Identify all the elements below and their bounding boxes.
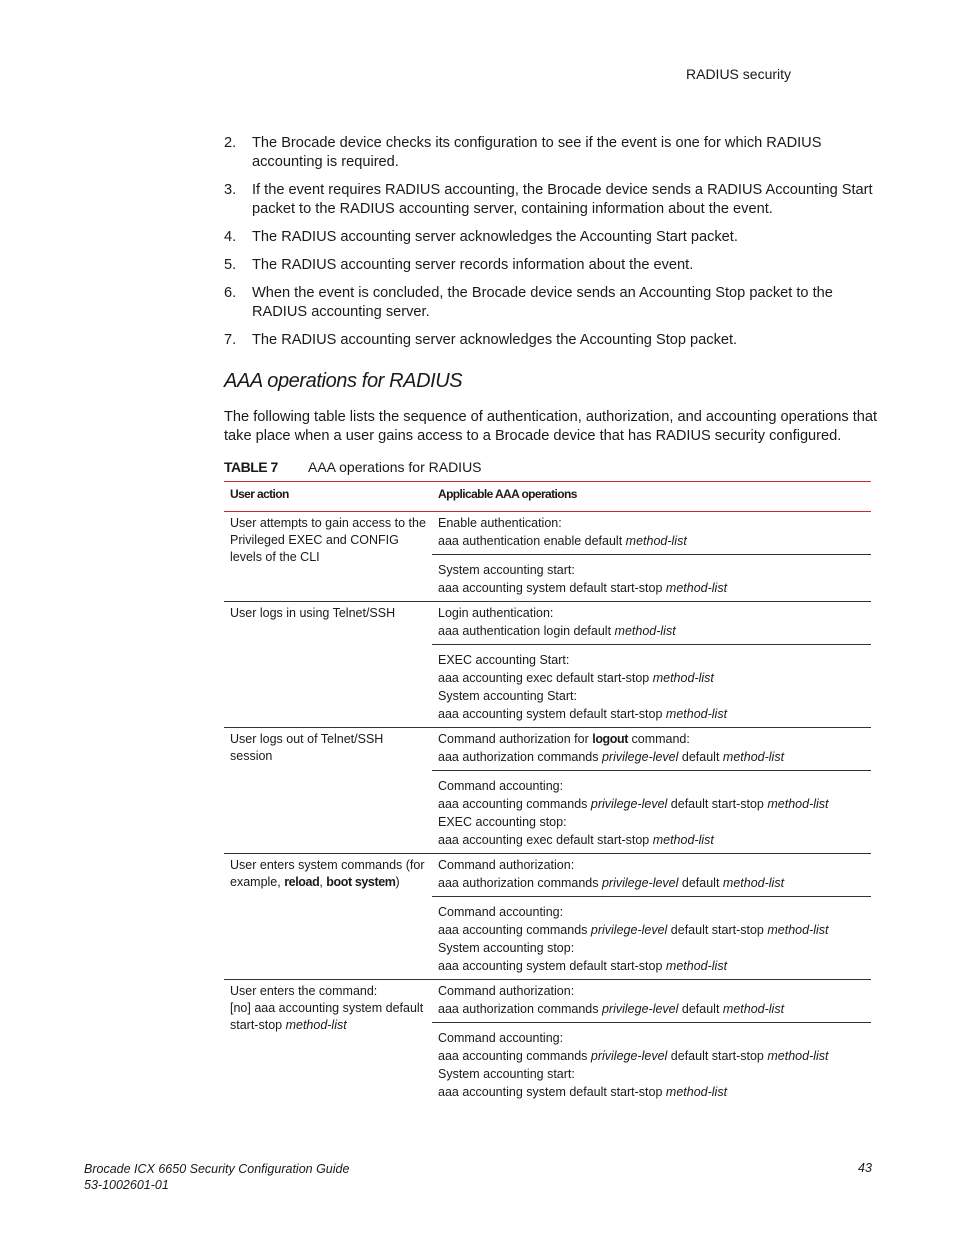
step-text: The RADIUS accounting server acknowledges the Accounting Stop packet. bbox=[252, 332, 738, 348]
footer-doc-title: Brocade ICX 6650 Security Configuration Guide bbox=[84, 1162, 350, 1176]
table-row bbox=[224, 512, 871, 602]
op-title: System accounting start: bbox=[438, 1067, 575, 1081]
table-row bbox=[224, 602, 871, 728]
cmd-text: default bbox=[678, 1002, 723, 1016]
table-header bbox=[224, 482, 871, 512]
cmd-param: method-list bbox=[767, 1049, 829, 1063]
operations-cell bbox=[432, 512, 871, 601]
op-title: Login authentication: bbox=[438, 606, 554, 620]
cmd-param: privilege-level bbox=[590, 1049, 668, 1063]
cmd-param: method-list bbox=[722, 750, 785, 764]
cmd-param: privilege-level bbox=[590, 797, 668, 811]
operation-block bbox=[432, 512, 871, 554]
step-text: The RADIUS accounting server records information about the event. bbox=[252, 257, 694, 273]
step-text: The Brocade device checks its configuration to see if the event is one for which RADIUS accounting is required. bbox=[252, 135, 822, 170]
operation-block bbox=[432, 602, 871, 644]
cmd-param: method-list bbox=[614, 624, 676, 638]
cmd-text: [no] aaa accounting system default start-stop bbox=[230, 1001, 424, 1032]
op-command bbox=[438, 831, 871, 849]
step-number: 5. bbox=[224, 257, 237, 273]
op-title: Command authorization: bbox=[438, 984, 575, 998]
op-command bbox=[438, 579, 871, 597]
operations-cell bbox=[432, 980, 871, 1105]
user-action-cell: User attempts to gain access to the Privileged EXEC and CONFIG levels of the CLI bbox=[230, 516, 426, 564]
cmd-param: method-list bbox=[767, 797, 829, 811]
user-action-cell: User logs out of Telnet/SSH session bbox=[230, 732, 384, 763]
op-command bbox=[438, 1047, 871, 1065]
keyword: boot system bbox=[326, 875, 396, 889]
list-item bbox=[224, 181, 874, 219]
table-caption bbox=[224, 459, 482, 475]
step-text: If the event requires RADIUS accounting, the Brocade device sends a RADIUS Accounting Start packet to the RADIUS accounting server, containing information about the event. bbox=[252, 182, 873, 217]
cmd-text: aaa accounting exec default start-stop bbox=[438, 671, 653, 685]
operation-block bbox=[432, 770, 871, 853]
cmd-text: aaa authorization commands bbox=[438, 1002, 602, 1016]
cmd-param: method-list bbox=[722, 1002, 785, 1016]
op-title: Command accounting: bbox=[438, 779, 564, 793]
cmd-text: aaa accounting commands bbox=[438, 1049, 591, 1063]
cmd-param: method-list bbox=[722, 876, 785, 890]
cmd-text: aaa authentication enable default bbox=[438, 534, 626, 548]
list-item bbox=[224, 134, 874, 172]
operations-cell bbox=[432, 728, 871, 853]
action-command bbox=[230, 1000, 428, 1034]
list-item bbox=[224, 228, 874, 247]
cmd-param: privilege-level bbox=[601, 750, 679, 764]
cmd-text: aaa accounting system default start-stop bbox=[438, 1085, 666, 1099]
operations-cell bbox=[432, 602, 871, 727]
aaa-operations-table bbox=[224, 481, 871, 1105]
op-title: Command accounting: bbox=[438, 1031, 564, 1045]
action-text: User enters the command: bbox=[230, 984, 378, 998]
op-command bbox=[438, 669, 871, 687]
numbered-steps bbox=[224, 134, 874, 359]
action-text: ) bbox=[395, 875, 400, 889]
table-row bbox=[224, 728, 871, 854]
step-text: The RADIUS accounting server acknowledges the Accounting Start packet. bbox=[252, 229, 738, 245]
step-number: 3. bbox=[224, 182, 237, 198]
op-title: System accounting start: bbox=[438, 563, 575, 577]
operation-block bbox=[432, 980, 871, 1022]
cmd-param: privilege-level bbox=[601, 876, 679, 890]
op-command bbox=[438, 748, 871, 766]
op-title: Command authorization: bbox=[438, 858, 575, 872]
cmd-text: aaa accounting commands bbox=[438, 797, 591, 811]
cmd-param: method-list bbox=[285, 1018, 347, 1032]
intro-paragraph: The following table lists the sequence of authentication, authorization, and accounting operations that take place when a user gains access to a Brocade device that has RADIUS security configured. bbox=[224, 409, 878, 444]
step-number: 7. bbox=[224, 332, 237, 348]
op-command bbox=[438, 1000, 871, 1018]
user-action-cell: User logs in using Telnet/SSH bbox=[230, 606, 396, 620]
action-text: User enters system commands (for example, bbox=[230, 858, 425, 889]
op-command bbox=[438, 957, 871, 975]
cmd-param: method-list bbox=[767, 923, 829, 937]
op-command bbox=[438, 622, 871, 640]
op-title-text: command: bbox=[628, 732, 690, 746]
cmd-text: default start-stop bbox=[667, 1049, 768, 1063]
column-header-operations: Applicable AAA operations bbox=[438, 487, 577, 501]
op-title: Enable authentication: bbox=[438, 516, 562, 530]
cmd-text: default start-stop bbox=[667, 923, 768, 937]
table-title: AAA operations for RADIUS bbox=[308, 459, 482, 475]
operation-block bbox=[432, 554, 871, 601]
op-command bbox=[438, 705, 871, 723]
cmd-param: method-list bbox=[665, 707, 728, 721]
cmd-text: default bbox=[678, 876, 723, 890]
cmd-param: method-list bbox=[665, 959, 728, 973]
footer-left bbox=[84, 1161, 349, 1193]
cmd-text: default start-stop bbox=[667, 797, 768, 811]
cmd-text: default bbox=[678, 750, 723, 764]
table-row bbox=[224, 980, 871, 1105]
cmd-param: method-list bbox=[652, 833, 714, 847]
user-action-cell bbox=[224, 980, 432, 1105]
running-header: RADIUS security bbox=[686, 66, 792, 82]
op-command bbox=[438, 795, 871, 813]
step-number: 6. bbox=[224, 285, 237, 301]
section-heading: AAA operations for RADIUS bbox=[224, 370, 463, 392]
action-text: , bbox=[319, 875, 327, 889]
user-action-cell bbox=[224, 854, 432, 979]
cmd-param: method-list bbox=[652, 671, 714, 685]
cmd-text: aaa authentication login default bbox=[438, 624, 615, 638]
operations-cell bbox=[432, 854, 871, 979]
footer-doc-number: 53-1002601-01 bbox=[84, 1178, 169, 1192]
op-command bbox=[438, 921, 871, 939]
cmd-param: method-list bbox=[665, 581, 728, 595]
keyword: reload bbox=[284, 875, 320, 889]
step-number: 4. bbox=[224, 229, 237, 245]
cmd-param: privilege-level bbox=[590, 923, 668, 937]
operation-block bbox=[432, 896, 871, 979]
op-title: System accounting Start: bbox=[438, 689, 577, 703]
list-item bbox=[224, 284, 874, 322]
column-header-user-action: User action bbox=[230, 487, 289, 501]
cmd-text: aaa authorization commands bbox=[438, 750, 602, 764]
table-row bbox=[224, 854, 871, 980]
operation-block bbox=[432, 854, 871, 896]
cmd-param: method-list bbox=[665, 1085, 728, 1099]
op-command bbox=[438, 532, 871, 550]
operation-block bbox=[432, 644, 871, 727]
op-title: EXEC accounting stop: bbox=[438, 815, 567, 829]
page-number: 43 bbox=[858, 1161, 872, 1175]
cmd-param: privilege-level bbox=[601, 1002, 679, 1016]
cmd-param: method-list bbox=[625, 534, 687, 548]
cmd-text: aaa accounting exec default start-stop bbox=[438, 833, 653, 847]
cmd-text: aaa accounting commands bbox=[438, 923, 591, 937]
operation-block bbox=[432, 1022, 871, 1105]
table-label: TABLE 7 bbox=[224, 459, 278, 475]
cmd-text: aaa accounting system default start-stop bbox=[438, 581, 666, 595]
cmd-text: aaa accounting system default start-stop bbox=[438, 707, 666, 721]
step-text: When the event is concluded, the Brocade device sends an Accounting Stop packet to the RADIUS accounting server. bbox=[252, 285, 833, 320]
op-title bbox=[438, 730, 871, 748]
list-item bbox=[224, 331, 874, 350]
operation-block bbox=[432, 728, 871, 770]
op-title: Command accounting: bbox=[438, 905, 564, 919]
op-title-text: Command authorization for bbox=[438, 732, 593, 746]
cmd-text: aaa accounting system default start-stop bbox=[438, 959, 666, 973]
op-title: EXEC accounting Start: bbox=[438, 653, 570, 667]
cmd-text: aaa authorization commands bbox=[438, 876, 602, 890]
op-command bbox=[438, 1083, 871, 1101]
step-number: 2. bbox=[224, 135, 237, 151]
op-title: System accounting stop: bbox=[438, 941, 575, 955]
list-item bbox=[224, 256, 874, 275]
keyword: logout bbox=[592, 732, 629, 746]
op-command bbox=[438, 874, 871, 892]
